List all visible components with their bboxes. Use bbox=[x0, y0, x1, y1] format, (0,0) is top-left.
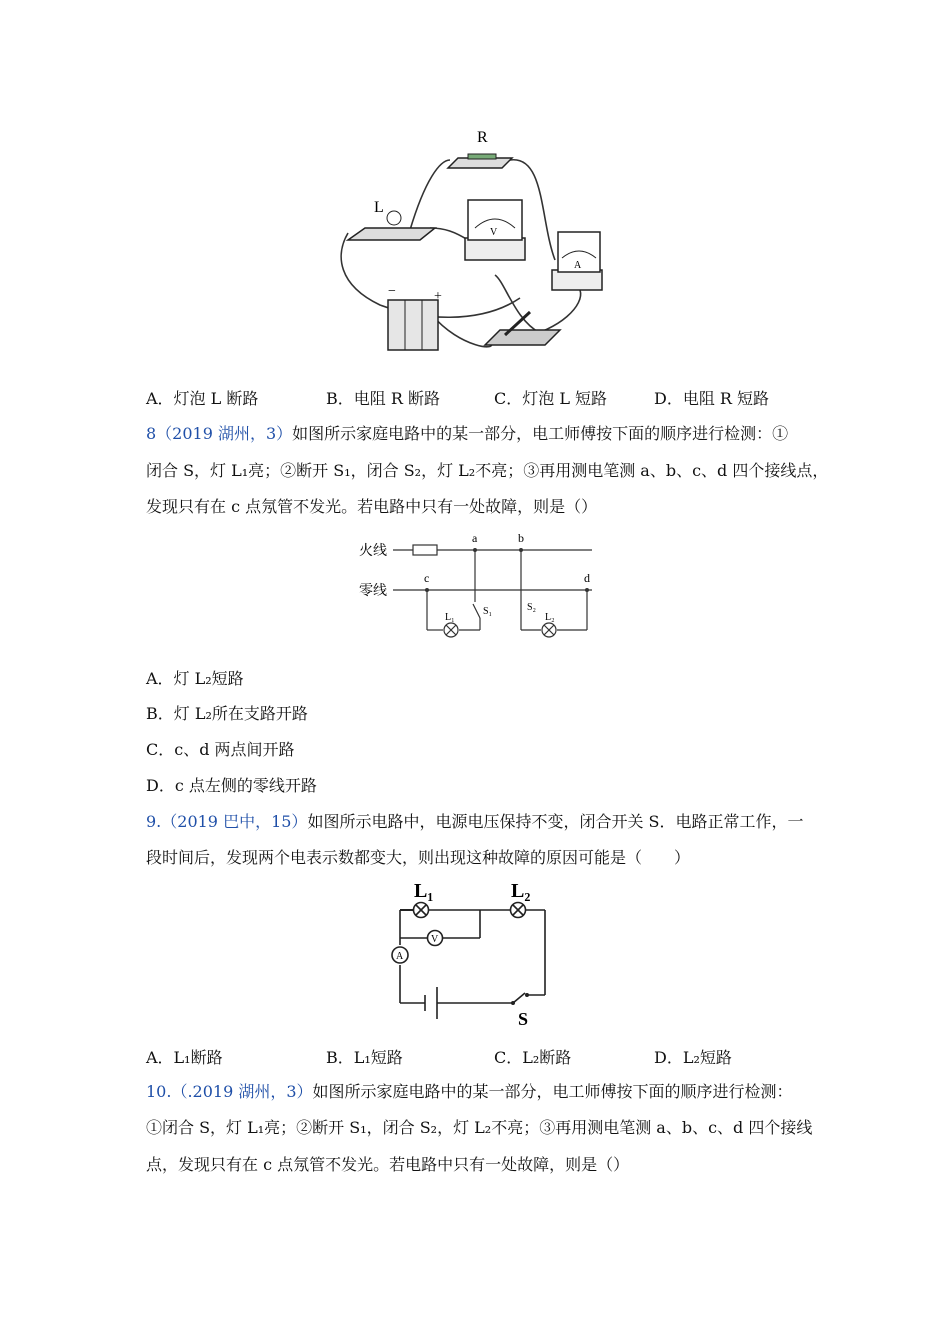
q9-line-1 bbox=[146, 812, 804, 832]
q9-option-d: D．L₂短路 bbox=[654, 1048, 732, 1067]
neutral-wire-label: 零线 bbox=[359, 584, 387, 599]
svg-text:+: + bbox=[434, 289, 442, 304]
q7-option-c: C．灯泡 L 短路 bbox=[494, 389, 608, 408]
q8-option-c: C．c、d 两点间开路 bbox=[146, 740, 295, 759]
lamp-board bbox=[348, 199, 435, 240]
q7-option-b: B．电阻 R 断路 bbox=[326, 389, 440, 408]
q10-line-3: 点，发现只有在 c 点氖管不发光。若电路中只有一处故障，则是（） bbox=[146, 1155, 630, 1174]
point-b-label: b bbox=[518, 531, 524, 545]
q7-option-d: D．电阻 R 短路 bbox=[654, 389, 770, 408]
household-circuit-figure bbox=[355, 530, 600, 645]
q9-source: 9.（2019 巴中，15） bbox=[146, 812, 308, 831]
q8-line-2: 闭合 S，灯 L₁亮；②断开 S₁，闭合 S₂，灯 L₂不亮；③再用测电笔测 a、b、c、d 四个接线点， bbox=[146, 461, 829, 480]
lamp-l1-label: L₁ bbox=[445, 612, 455, 623]
q9-option-a: A．L₁断路 bbox=[146, 1048, 223, 1067]
q9-options bbox=[146, 1045, 846, 1067]
lamp-l2-label: L₂ bbox=[545, 612, 555, 623]
q7-options bbox=[146, 386, 846, 408]
ammeter bbox=[552, 232, 602, 290]
q10-text-1: 如图所示家庭电路中的某一部分，电工师傅按下面的顺序进行检测： bbox=[312, 1082, 793, 1101]
switch-s1-label: S₁ bbox=[483, 606, 493, 617]
q10-line-1 bbox=[146, 1082, 793, 1102]
q8-option-a: A．灯 L₂短路 bbox=[146, 669, 244, 688]
ammeter-label: A bbox=[396, 951, 404, 962]
live-wire-label: 火线 bbox=[359, 544, 387, 559]
svg-text:A: A bbox=[574, 260, 582, 271]
resistor-label: R bbox=[477, 129, 488, 146]
point-c-label: c bbox=[424, 571, 430, 585]
point-a-label: a bbox=[472, 531, 478, 545]
q9-option-b: B．L₁短路 bbox=[326, 1048, 403, 1067]
q10-line-2: ①闭合 S，灯 L₁亮；②断开 S₁，闭合 S₂，灯 L₂不亮；③再用测电笔测 a、b、c、d 四个接线 bbox=[146, 1118, 813, 1137]
q8-option-d: D．c 点左侧的零线开路 bbox=[146, 776, 317, 795]
switch-s2-label: S₂ bbox=[527, 602, 537, 613]
q9-text-1: 如图所示电路中，电源电压保持不变，闭合开关 S．电路正常工作，一 bbox=[307, 812, 804, 831]
svg-text:V: V bbox=[490, 227, 498, 238]
resistor-board bbox=[448, 129, 512, 168]
battery bbox=[388, 284, 442, 350]
q9-line-2: 段时间后，发现两个电表示数都变大，则出现这种故障的原因可能是（ ） bbox=[146, 848, 691, 867]
svg-text:−: − bbox=[388, 284, 396, 299]
q8-line-3: 发现只有在 c 点氖管不发光。若电路中只有一处故障，则是（） bbox=[146, 497, 598, 516]
lamp-l2-label: L₂ bbox=[511, 880, 531, 902]
q8-line-1 bbox=[146, 424, 788, 444]
q9-option-c: C．L₂断路 bbox=[494, 1048, 572, 1067]
circuit-photo-figure bbox=[330, 120, 630, 360]
q8-option-b: B．灯 L₂所在支路开路 bbox=[146, 704, 308, 723]
voltmeter-label: V bbox=[431, 934, 439, 945]
switch-s-label: S bbox=[518, 1009, 529, 1027]
point-d-label: d bbox=[584, 571, 590, 585]
q8-text-1: 如图所示家庭电路中的某一部分，电工师傅按下面的顺序进行检测：① bbox=[292, 424, 789, 443]
voltmeter bbox=[465, 200, 525, 260]
lamp-l1-label: L₁ bbox=[414, 880, 434, 902]
q7-option-a: A．灯泡 L 断路 bbox=[146, 389, 259, 408]
q8-source: 8（2019 湖州，3） bbox=[146, 424, 293, 443]
lamp-label: L bbox=[374, 199, 384, 216]
series-circuit-figure bbox=[385, 875, 550, 1027]
q10-source: 10.（.2019 湖州，3） bbox=[146, 1082, 313, 1101]
